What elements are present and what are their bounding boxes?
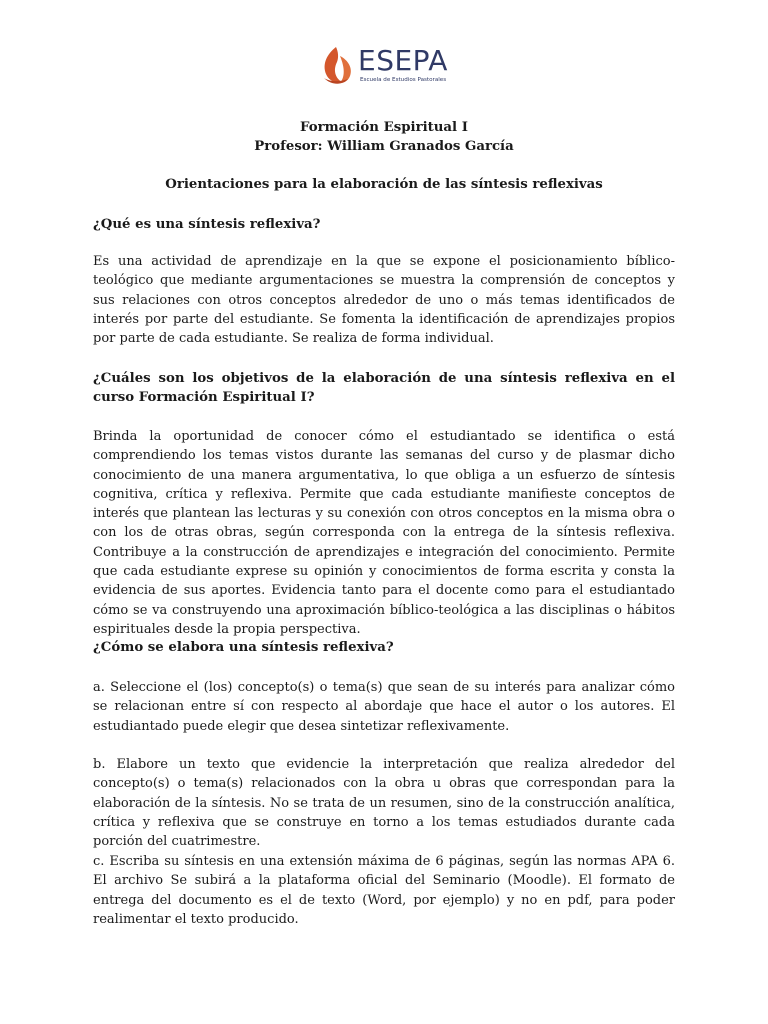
course-title: Formación Espiritual I <box>300 120 468 135</box>
professor-line: Profesor: William Granados García <box>254 139 514 154</box>
esepa-logo <box>318 44 450 90</box>
section-heading-how: ¿Cómo se elabora una síntesis reflexiva? <box>93 640 394 655</box>
section-body-objectives: Brinda la oportunidad de conocer cómo el estudiantado se identifica o está comprendiendo los temas vistos durante las semanas del curso y de plasmar dicho conocimiento de una manera argumentativa, lo que obliga a un esfuerzo de síntesis cognitiva, crítica y reflexiva. Permite que cada estudiante manifieste conceptos de interés que plantean las lecturas y su conexión con otros conceptos en la misma obra o con los de otras obras, según corresponda con la entrega de la síntesis reflexiva. Contribuye a la construcción de aprendizajes e integración del conocimiento. Permite que cada estudiante exprese su opinión y conocimientos de forma escrita y consta la evidencia de sus aportes. Evidencia tanto para el docente como para el estudiantado cómo se va construyendo una aproximación bíblico-teológica a las disciplinas o hábitos espirituales desde la propia perspectiva. <box>93 429 675 637</box>
flame-bird-icon <box>318 44 358 88</box>
section-body-what: Es una actividad de aprendizaje en la que se expone el posicionamiento bíblico-teológico que mediante argumentaciones se muestra la comprensión de conceptos y sus relaciones con otros conceptos alrededor de uno o más temas identificados de interés por parte del estudiante. Se fomenta la identificación de aprendizajes propios por parte de cada estudiante. Se realiza de forma individual. <box>93 254 675 347</box>
step-b: b. Elabore un texto que evidencie la interpretación que realiza alrededor del concepto(s) o tema(s) relacionados con la obra u obras que correspondan para la elaboración de la síntesis. No se trata de un resumen, sino de la construcción analítica, crítica y reflexiva que se construye en torno a los temas estudiados durante cada porción del cuatrimestre. <box>93 757 675 850</box>
section-heading-objectives: ¿Cuáles son los objetivos de la elaboración de una síntesis reflexiva en el curso Formación Espiritual I? <box>93 371 675 405</box>
section-heading-what: ¿Qué es una síntesis reflexiva? <box>93 217 321 232</box>
step-c: c. Escriba su síntesis en una extensión máxima de 6 páginas, según las normas APA 6. El archivo Se subirá a la plataforma oficial del Seminario (Moodle). El formato de entrega del documento es el de texto (Word, por ejemplo) y no en pdf, para poder realimentar el texto producido. <box>93 854 675 927</box>
document-subtitle: Orientaciones para la elaboración de las síntesis reflexivas <box>165 177 603 192</box>
logo-wordmark: ESEPA <box>358 44 448 77</box>
logo-tagline: Escuela de Estudios Pastorales <box>360 77 447 83</box>
step-a: a. Seleccione el (los) concepto(s) o tema(s) que sean de su interés para analizar cómo se relacionan entre sí con respecto al abordaje que hace el autor o los autores. El estudiantado puede elegir que desea sintetizar reflexivamente. <box>93 680 675 734</box>
